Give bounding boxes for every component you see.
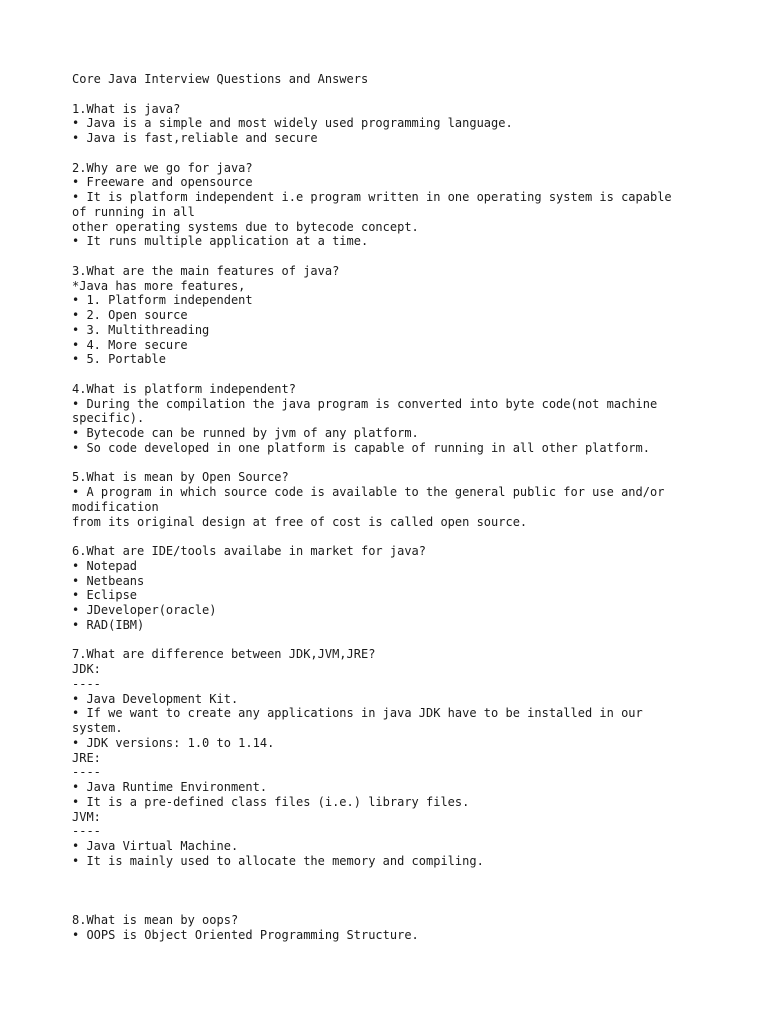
bullet-item: • It runs multiple application at a time. (72, 234, 369, 249)
blank-line (72, 456, 722, 471)
subsection-label: JDK: (72, 662, 101, 676)
bullet-item: • 3. Multithreading (72, 322, 210, 337)
bullet-item: • 5. Portable (72, 352, 166, 367)
blank-line (72, 898, 722, 913)
blank-line (72, 87, 722, 102)
blank-line (72, 633, 722, 648)
question-heading: 6.What are IDE/tools availabe in market for java? (72, 544, 427, 558)
bullet-item: • A program in which source code is available to the general public for use and/or (72, 485, 665, 499)
text-line: of running in all (72, 204, 195, 219)
text-line: from its original design at free of cost is called open source. (72, 514, 528, 529)
text-line: other operating systems due to bytecode concept. (72, 219, 419, 234)
bullet-item: • RAD(IBM) (72, 617, 145, 632)
blank-line (72, 146, 722, 161)
bullet-item: • Netbeans (72, 573, 145, 588)
bullet-item: • If we want to create any applications in java JDK have to be installed in our (72, 706, 643, 721)
bullet-item: • OOPS is Object Oriented Programming Structure. (72, 927, 419, 942)
blank-line (72, 249, 722, 264)
bullet-item: • Eclipse (72, 588, 138, 603)
bullet-item: • During the compilation the java program is converted into byte code(not machine (72, 396, 658, 411)
blank-line (72, 367, 722, 382)
text-line: specific). (72, 411, 145, 426)
bullet-item: • Bytecode can be runned by jvm of any platform. (72, 426, 419, 440)
question-heading: 1.What is java? (72, 101, 181, 116)
question-heading: 3.What are the main features of java? (72, 263, 340, 278)
document-title: Core Java Interview Questions and Answers (72, 72, 369, 86)
bullet-item: • JDeveloper(oracle) (72, 603, 217, 617)
bullet-item: • It is platform independent i.e program written in one operating system is capable (72, 190, 672, 204)
bullet-item: • Java is fast,reliable and secure (72, 131, 318, 145)
bullet-item: • Java is a simple and most widely used programming language. (72, 116, 513, 131)
text-line: modification (72, 499, 159, 514)
blank-line (72, 883, 722, 898)
bullet-item: • 2. Open source (72, 308, 188, 322)
separator-line: ---- (72, 765, 101, 780)
subsection-label: JVM: (72, 809, 101, 824)
question-heading: 7.What are difference between JDK,JVM,JRE? (72, 647, 376, 662)
bullet-item: • So code developed in one platform is capable of running in all other platform. (72, 440, 650, 455)
text-line: system. (72, 721, 123, 735)
question-heading: 8.What is mean by oops? (72, 912, 239, 927)
bullet-item: • It is mainly used to allocate the memory and compiling. (72, 853, 484, 868)
question-heading: 4.What is platform independent? (72, 381, 296, 396)
question-heading: 5.What is mean by Open Source? (72, 470, 289, 485)
document-page (72, 72, 722, 942)
bullet-item: • 4. More secure (72, 337, 188, 352)
bullet-item: • Java Development Kit. (72, 691, 239, 706)
separator-line: ---- (72, 824, 101, 839)
blank-line (72, 869, 722, 884)
bullet-item: • Java Runtime Environment. (72, 780, 268, 794)
subsection-label: JRE: (72, 750, 101, 765)
text-line: *Java has more features, (72, 278, 246, 293)
bullet-item: • JDK versions: 1.0 to 1.14. (72, 735, 275, 750)
bullet-item: • Java Virtual Machine. (72, 839, 239, 853)
bullet-item: • Notepad (72, 558, 138, 573)
bullet-item: • 1. Platform independent (72, 293, 253, 308)
bullet-item: • Freeware and opensource (72, 175, 253, 190)
blank-line (72, 529, 722, 544)
separator-line: ---- (72, 676, 101, 691)
question-heading: 2.Why are we go for java? (72, 160, 253, 175)
bullet-item: • It is a pre-defined class files (i.e.) library files. (72, 794, 470, 809)
